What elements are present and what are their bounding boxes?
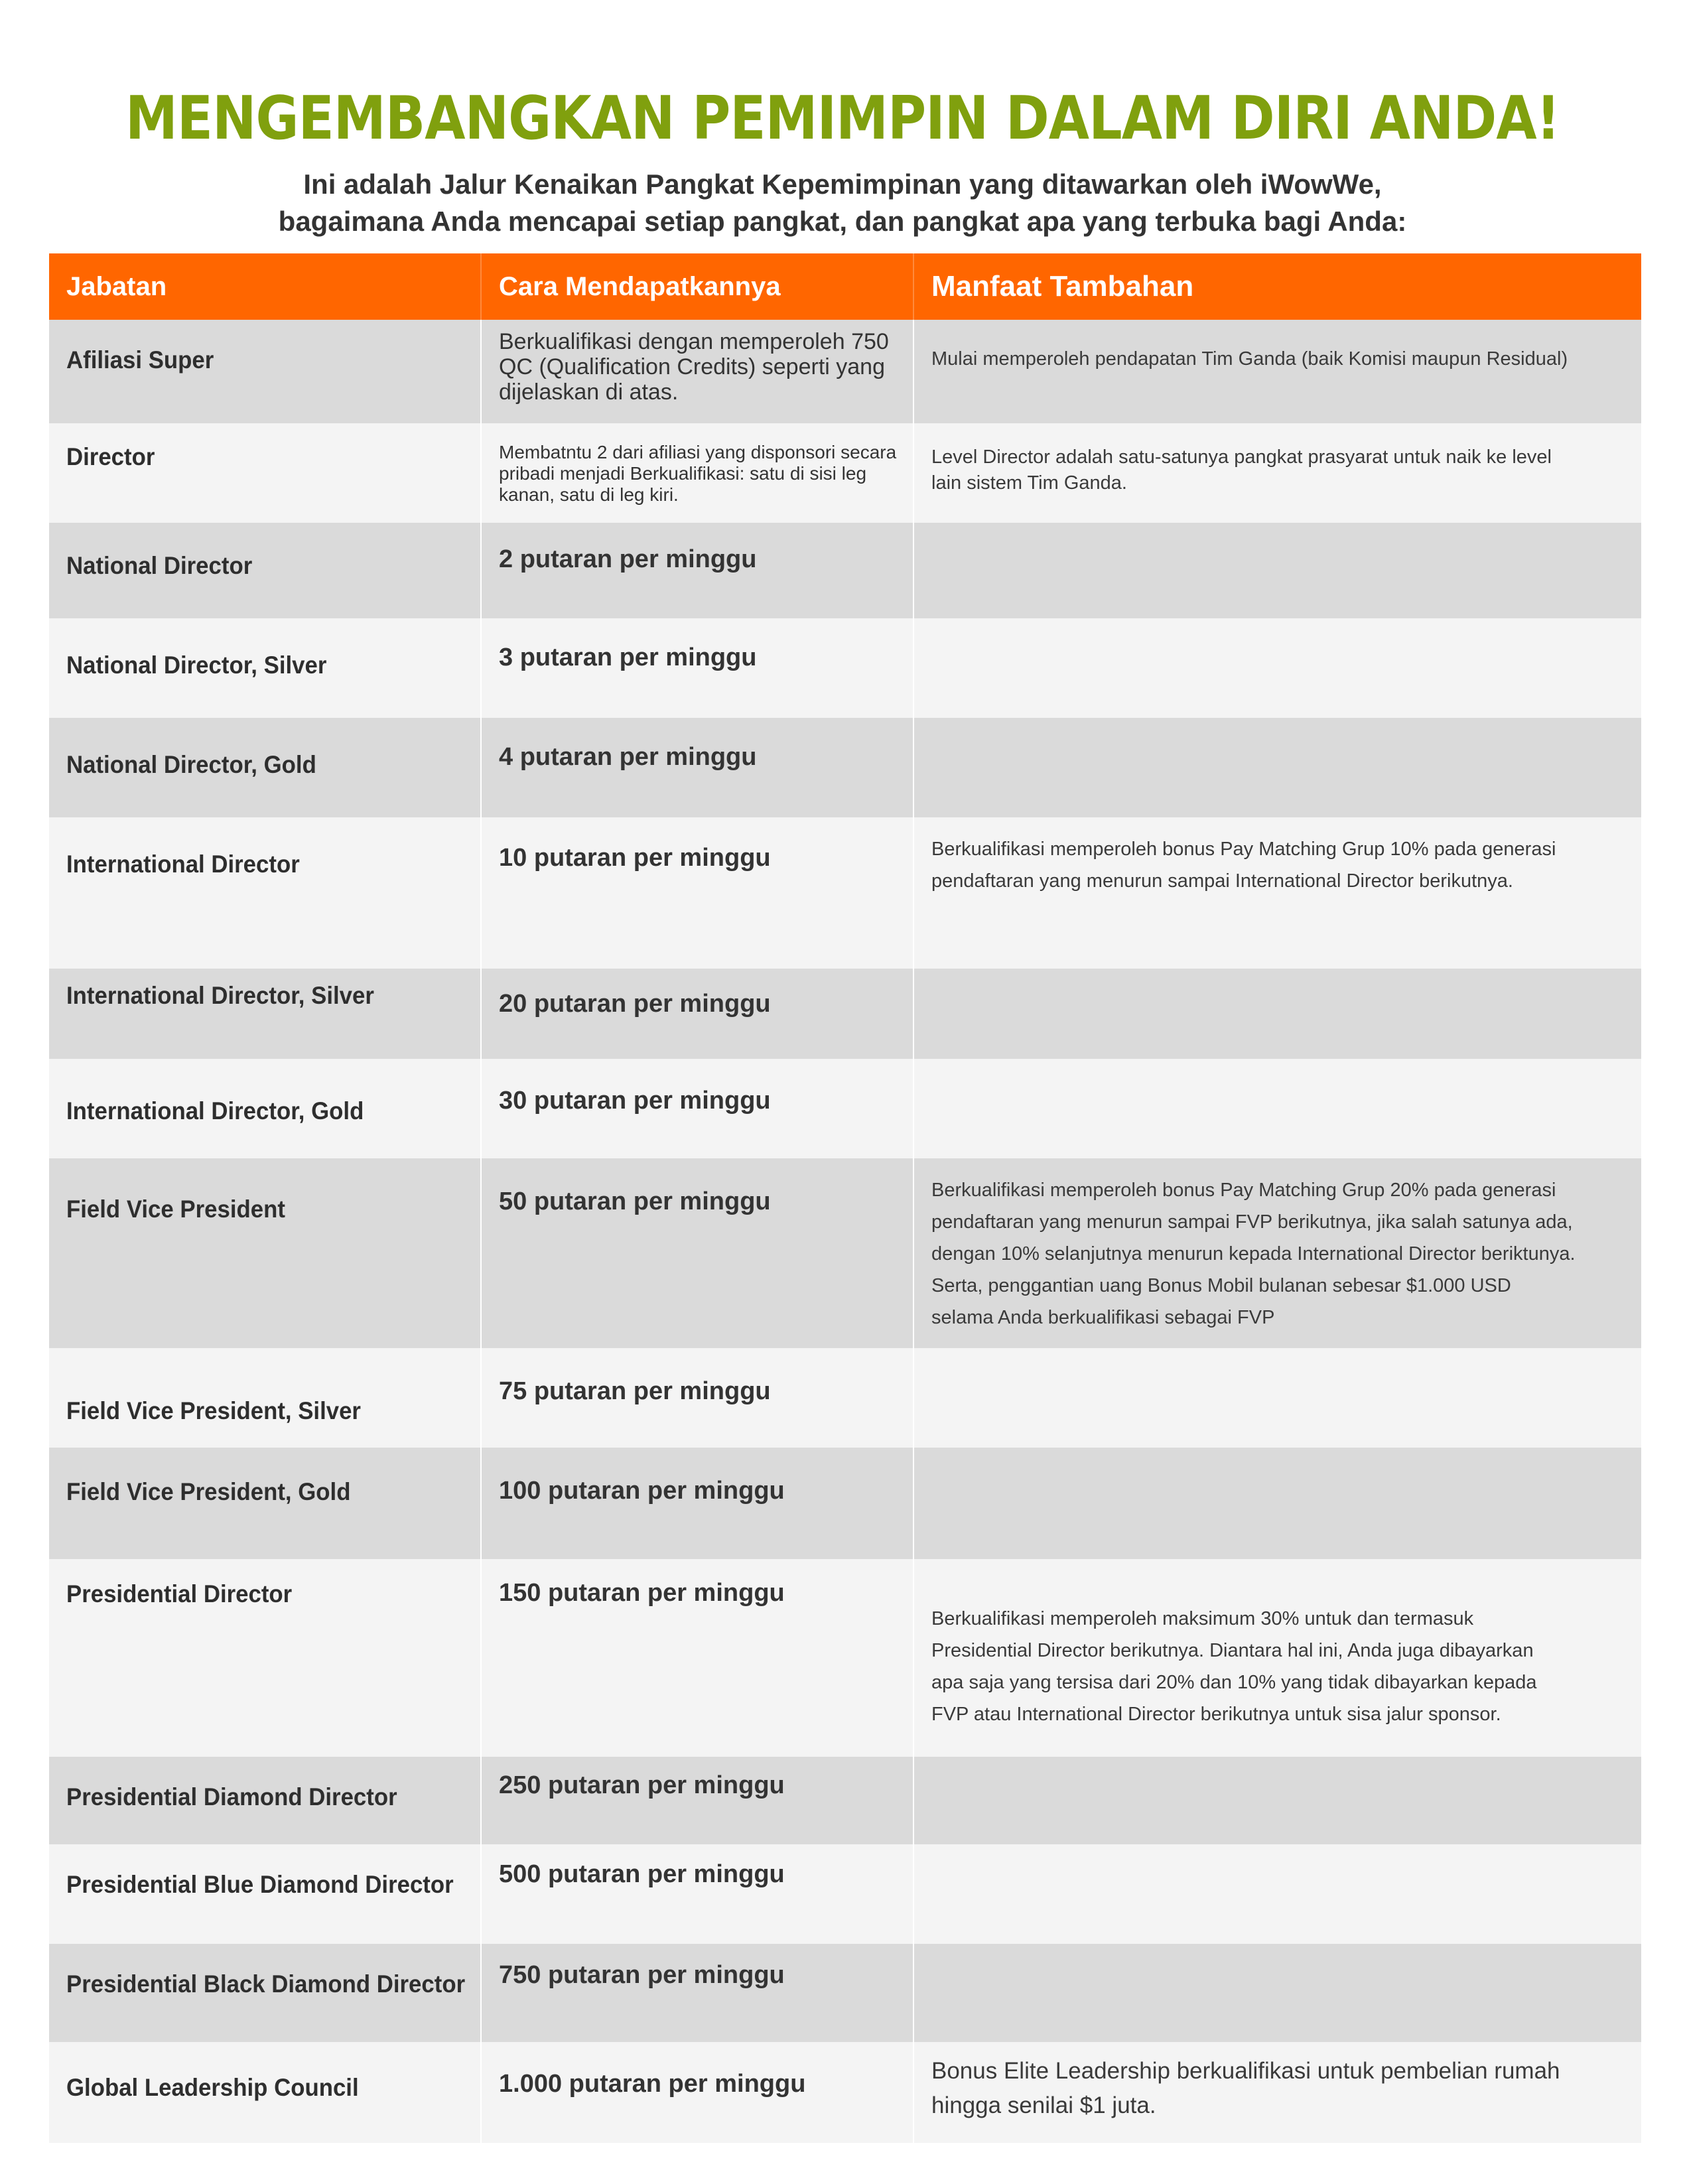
- rank-benefit: Berkualifikasi memperoleh maksimum 30% untuk dan termasuk Presidential Director berikutnya. Diantara hal ini, Anda juga dibayarkan apa saja yang tersisa dari 20% dan 10% yang tidak dibayarkan kepada FVP atau International Director berikutnya untuk sisa jalur sponsor.: [931, 1608, 1537, 1725]
- rank-name: National Director, Gold: [66, 751, 316, 778]
- rank-name: Presidential Diamond Director: [66, 1783, 397, 1810]
- rank-name: Field Vice President, Silver: [66, 1397, 361, 1424]
- rank-requirement: 50 putaran per minggu: [499, 1188, 771, 1215]
- table-row: [49, 1348, 1641, 1448]
- table-row: [49, 423, 1641, 523]
- rank-requirement: 3 putaran per minggu: [499, 644, 757, 671]
- rank-name: International Director, Gold: [66, 1097, 364, 1125]
- rank-requirement: 750 putaran per minggu: [499, 1961, 785, 1989]
- rank-benefit: Bonus Elite Leadership berkualifikasi untuk pembelian rumah hingga senilai $1 juta.: [931, 2058, 1560, 2118]
- table-row: [49, 969, 1641, 1059]
- rank-name: National Director, Silver: [66, 651, 327, 679]
- rank-requirement: 4 putaran per minggu: [499, 743, 757, 771]
- table-row: [49, 1158, 1641, 1348]
- rank-requirement: 2 putaran per minggu: [499, 545, 757, 573]
- rank-name: Afiliasi Super: [66, 346, 214, 374]
- column-header-cara: Cara Mendapatkannya: [482, 253, 914, 320]
- rank-benefit: Berkualifikasi memperoleh bonus Pay Matching Grup 10% pada generasi pendaftaran yang menurun sampai International Director berikutnya.: [931, 839, 1556, 892]
- rank-requirement: 10 putaran per minggu: [499, 844, 771, 872]
- rank-name: Global Leadership Council: [66, 2074, 359, 2101]
- table-row: [49, 320, 1641, 423]
- rank-requirement: 500 putaran per minggu: [499, 1860, 785, 1888]
- table-row: [49, 1757, 1641, 1844]
- rank-name: International Director, Silver: [66, 982, 374, 1009]
- rank-requirement: 30 putaran per minggu: [499, 1087, 771, 1115]
- column-header-manfaat: Manfaat Tambahan: [931, 270, 1194, 303]
- table-row: [49, 1559, 1641, 1757]
- table-row: [49, 1844, 1641, 1944]
- page-subtitle-line-2: bagaimana Anda mencapai setiap pangkat, dan pangkat apa yang terbuka bagi Anda:: [278, 206, 1407, 237]
- table-row: [49, 1059, 1641, 1158]
- table-row: [49, 523, 1641, 618]
- page-title: MENGEMBANGKAN PEMIMPIN DALAM DIRI ANDA!: [125, 84, 1560, 153]
- rank-name: Director: [66, 443, 155, 470]
- rank-requirement: Membatntu 2 dari afiliasi yang disponsori secara pribadi menjadi Berkualifikasi: satu di sisi leg kanan, satu di leg kiri.: [499, 442, 897, 505]
- table-row: [49, 618, 1641, 718]
- rank-requirement: 250 putaran per minggu: [499, 1771, 785, 1799]
- rank-requirement: Berkualifikasi dengan memperoleh 750 QC (Qualification Credits) seperti yang dijelaskan di atas.: [499, 329, 889, 405]
- table-row: [49, 718, 1641, 817]
- table-row: [49, 817, 1641, 969]
- rank-name: Field Vice President: [66, 1195, 285, 1223]
- column-header-jabatan: Jabatan: [49, 253, 482, 320]
- rank-name: Field Vice President, Gold: [66, 1478, 351, 1505]
- rank-requirement: 75 putaran per minggu: [499, 1377, 771, 1405]
- page-subtitle-line-1: Ini adalah Jalur Kenaikan Pangkat Kepemimpinan yang ditawarkan oleh iWowWe,: [303, 169, 1382, 200]
- rank-requirement: 20 putaran per minggu: [499, 990, 771, 1018]
- table-header-row: [49, 253, 1641, 320]
- rank-benefit: Mulai memperoleh pendapatan Tim Ganda (baik Komisi maupun Residual): [931, 348, 1568, 370]
- rank-name: National Director: [66, 552, 253, 579]
- rank-name: International Director: [66, 851, 300, 878]
- table-row: [49, 1944, 1641, 2042]
- rank-table: [49, 253, 1641, 2143]
- table-row: [49, 1448, 1641, 1559]
- rank-requirement: 1.000 putaran per minggu: [499, 2070, 806, 2098]
- rank-requirement: 100 putaran per minggu: [499, 1477, 785, 1505]
- rank-name: Presidential Black Diamond Director: [66, 1970, 466, 1998]
- table-row: [49, 2042, 1641, 2143]
- rank-name: Presidential Director: [66, 1580, 293, 1607]
- rank-name: Presidential Blue Diamond Director: [66, 1871, 454, 1898]
- rank-requirement: 150 putaran per minggu: [499, 1579, 785, 1607]
- rank-benefit: Level Director adalah satu-satunya pangkat prasyarat untuk naik ke level lain sistem Tim Ganda.: [931, 446, 1552, 494]
- rank-benefit: Berkualifikasi memperoleh bonus Pay Matching Grup 20% pada generasi pendaftaran yang menurun sampai FVP berikutnya, jika salah satunya ada, dengan 10% selanjutnya menurun kepada International Director beriktunya. Serta, penggantian uang Bonus Mobil bulanan sebesar $1.000 USD selama Anda berkualifikasi sebagai FVP: [931, 1180, 1576, 1328]
